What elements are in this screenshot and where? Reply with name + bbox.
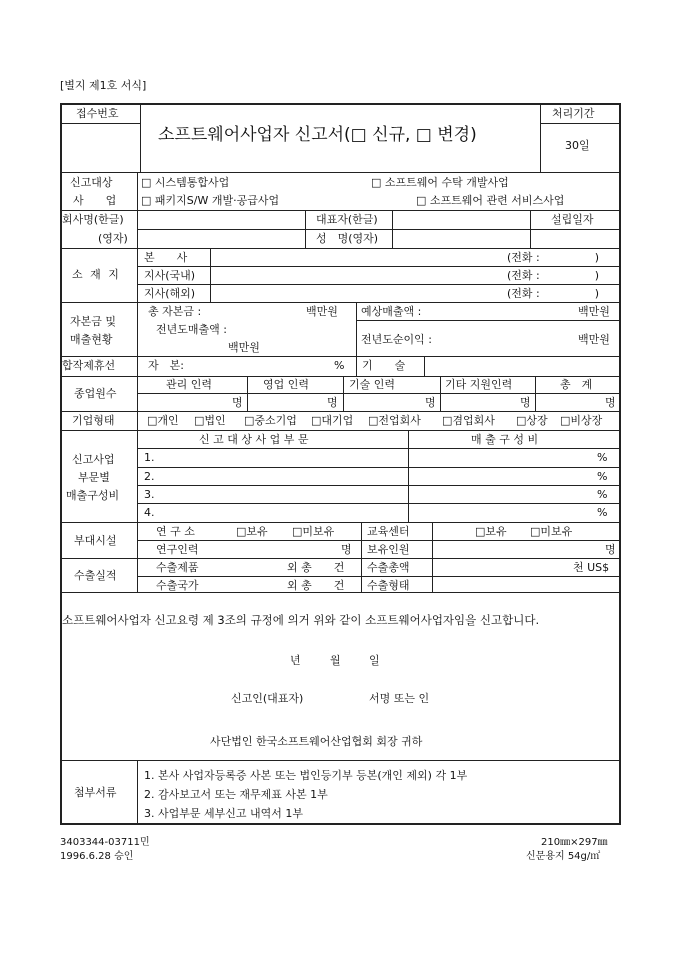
export-products-label: 수출제품 — [156, 561, 199, 574]
facilities-label: 부대시설 — [74, 534, 117, 547]
approval-date: 1996.6.28 승인 — [60, 851, 134, 862]
division-row-1: 1. — [144, 451, 155, 464]
ratio-percent-3: % — [597, 488, 608, 501]
own-staff-unit: 명 — [605, 543, 616, 556]
representative-english-label: 성 명(영자) — [316, 232, 379, 245]
division-row-2: 2. — [144, 470, 155, 483]
edu-not-own-option[interactable]: □미보유 — [530, 525, 573, 538]
total-capital-unit: 백만원 — [306, 305, 338, 318]
management-unit: 명 — [232, 396, 243, 409]
capital-label: 자본금 및 — [70, 315, 117, 328]
attachment-item-1: 1. 본사 사업자등록증 사본 또는 법인등기부 등본(개인 제외) 각 1부 — [144, 769, 468, 782]
signature-label: 서명 또는 인 — [369, 692, 430, 705]
col-sales-ratio: 매 출 구 성 비 — [471, 433, 539, 446]
overseas-branch-label: 지사(해외) — [144, 287, 196, 300]
export-total-unit: 천 US$ — [573, 561, 610, 574]
location-label: 소 재 지 — [72, 268, 121, 281]
total-capital-label: 총 자본금 : — [148, 305, 202, 318]
date-month: 월 — [330, 654, 341, 667]
form-label: [별지 제1호 서식] — [60, 79, 147, 92]
research-lab-label: 연 구 소 — [156, 525, 195, 538]
head-office-phone: (전화 : ) — [507, 251, 600, 264]
option-software-service[interactable]: □ 소프트웨어 관련 서비스사업 — [416, 194, 565, 207]
recipient-line: 사단법인 한국소프트웨어산업협회 회장 귀하 — [210, 735, 423, 748]
division-row-3: 3. — [144, 488, 155, 501]
head-office-label: 본 사 — [144, 251, 188, 264]
declaration-statement: 소프트웨어사업자 신고요령 제 3조의 규정에 의거 위와 같이 소프트웨어사업자임을 신고합니다. — [62, 613, 540, 627]
education-center-label: 교육센터 — [367, 525, 410, 538]
date-day: 일 — [369, 654, 380, 667]
option-individual[interactable]: □개인 — [147, 414, 179, 427]
col-sales: 영업 인력 — [263, 378, 310, 391]
form-code: 3403344-03711민 — [60, 837, 150, 848]
col-technical: 기술 인력 — [349, 378, 396, 391]
research-staff-unit: 명 — [341, 543, 352, 556]
total-unit: 명 — [605, 396, 616, 409]
sales-division-label-3: 매출구성비 — [66, 489, 120, 502]
report-target-label: 신고대상 — [70, 176, 113, 189]
company-type-label: 기업형태 — [72, 414, 115, 427]
last-year-sales-unit: 백만원 — [228, 341, 260, 354]
form-title: 소프트웨어사업자 신고서(□ 신규, □ 변경) — [158, 125, 477, 145]
export-countries-count: 외 총 건 — [287, 579, 345, 592]
net-profit-unit: 백만원 — [578, 333, 610, 346]
col-management: 관리 인력 — [166, 378, 213, 391]
export-total-label: 수출총액 — [367, 561, 410, 574]
option-large-enterprise[interactable]: □대기업 — [311, 414, 354, 427]
exports-label: 수출실적 — [74, 569, 117, 582]
established-date-label: 설립일자 — [551, 213, 594, 226]
option-concurrent-company[interactable]: □겸업회사 — [442, 414, 495, 427]
overseas-branch-phone: (전화 : ) — [507, 287, 600, 300]
date-year: 년 — [290, 654, 301, 667]
division-row-4: 4. — [144, 506, 155, 519]
sales-division-label: 신고사업 — [72, 453, 115, 466]
col-total: 총 계 — [560, 378, 593, 391]
employees-label: 종업원수 — [74, 387, 117, 400]
representative-korean-label: 대표자(한글) — [316, 213, 378, 226]
reporter-label: 신고인(대표자) — [231, 692, 304, 705]
technical-unit: 명 — [425, 396, 436, 409]
edu-own-option[interactable]: □보유 — [475, 525, 507, 538]
option-contract-development[interactable]: □ 소프트웨어 수탁 개발사업 — [371, 176, 509, 189]
export-countries-label: 수출국가 — [156, 579, 199, 592]
company-name-english-label: (영자) — [98, 232, 128, 245]
expected-sales-label: 예상매출액 : — [361, 305, 422, 318]
sales-unit: 명 — [327, 396, 338, 409]
lab-own-option[interactable]: □보유 — [236, 525, 268, 538]
option-unlisted[interactable]: □비상장 — [560, 414, 603, 427]
lab-not-own-option[interactable]: □미보유 — [292, 525, 335, 538]
sales-division-label-2: 부문별 — [78, 471, 110, 484]
company-name-korean-label: 회사명(한글) — [62, 213, 124, 226]
paper-type: 신문용지 54g/㎡ — [526, 851, 601, 862]
domestic-branch-phone: (전화 : ) — [507, 269, 600, 282]
jv-technology-label: 기 술 — [362, 359, 406, 372]
option-sme[interactable]: □중소기업 — [244, 414, 297, 427]
paper-size: 210㎜×297㎜ — [541, 837, 608, 848]
joint-venture-label: 합작제휴선 — [62, 359, 116, 372]
ratio-percent-4: % — [597, 506, 608, 519]
domestic-branch-label: 지사(국내) — [144, 269, 196, 282]
last-year-net-profit-label: 전년도순이익 : — [361, 333, 432, 346]
option-dedicated-company[interactable]: □전업회사 — [368, 414, 421, 427]
attachment-item-3: 3. 사업부문 세부신고 내역서 1부 — [144, 807, 303, 820]
capital-label-2: 매출현황 — [70, 333, 113, 346]
attachment-item-2: 2. 감사보고서 또는 재무제표 사본 1부 — [144, 788, 328, 801]
col-other-support: 기타 지원인력 — [445, 378, 513, 391]
own-staff-label: 보유인원 — [367, 543, 410, 556]
processing-period-value: 30일 — [565, 139, 590, 152]
receipt-number-label: 접수번호 — [76, 107, 119, 120]
ratio-percent-2: % — [597, 470, 608, 483]
export-products-count: 외 총 건 — [287, 561, 345, 574]
option-package-software[interactable]: □ 패키지S/W 개발·공급사업 — [141, 194, 280, 207]
option-listed[interactable]: □상장 — [516, 414, 548, 427]
other-unit: 명 — [520, 396, 531, 409]
option-corporation[interactable]: □법인 — [194, 414, 226, 427]
report-target-label-2: 사 업 — [73, 194, 117, 207]
jv-capital-label: 자 본: — [148, 359, 184, 372]
expected-sales-unit: 백만원 — [578, 305, 610, 318]
last-year-sales-label: 전년도매출액 : — [156, 323, 227, 336]
processing-period-label: 처리기간 — [552, 107, 595, 120]
research-staff-label: 연구인력 — [156, 543, 199, 556]
col-division: 신 고 대 상 사 업 부 문 — [199, 433, 309, 446]
option-system-integration[interactable]: □ 시스템통합사업 — [141, 176, 230, 189]
attachments-label: 첨부서류 — [74, 786, 117, 799]
jv-capital-percent: % — [334, 359, 345, 372]
ratio-percent-1: % — [597, 451, 608, 464]
export-type-label: 수출형태 — [367, 579, 410, 592]
